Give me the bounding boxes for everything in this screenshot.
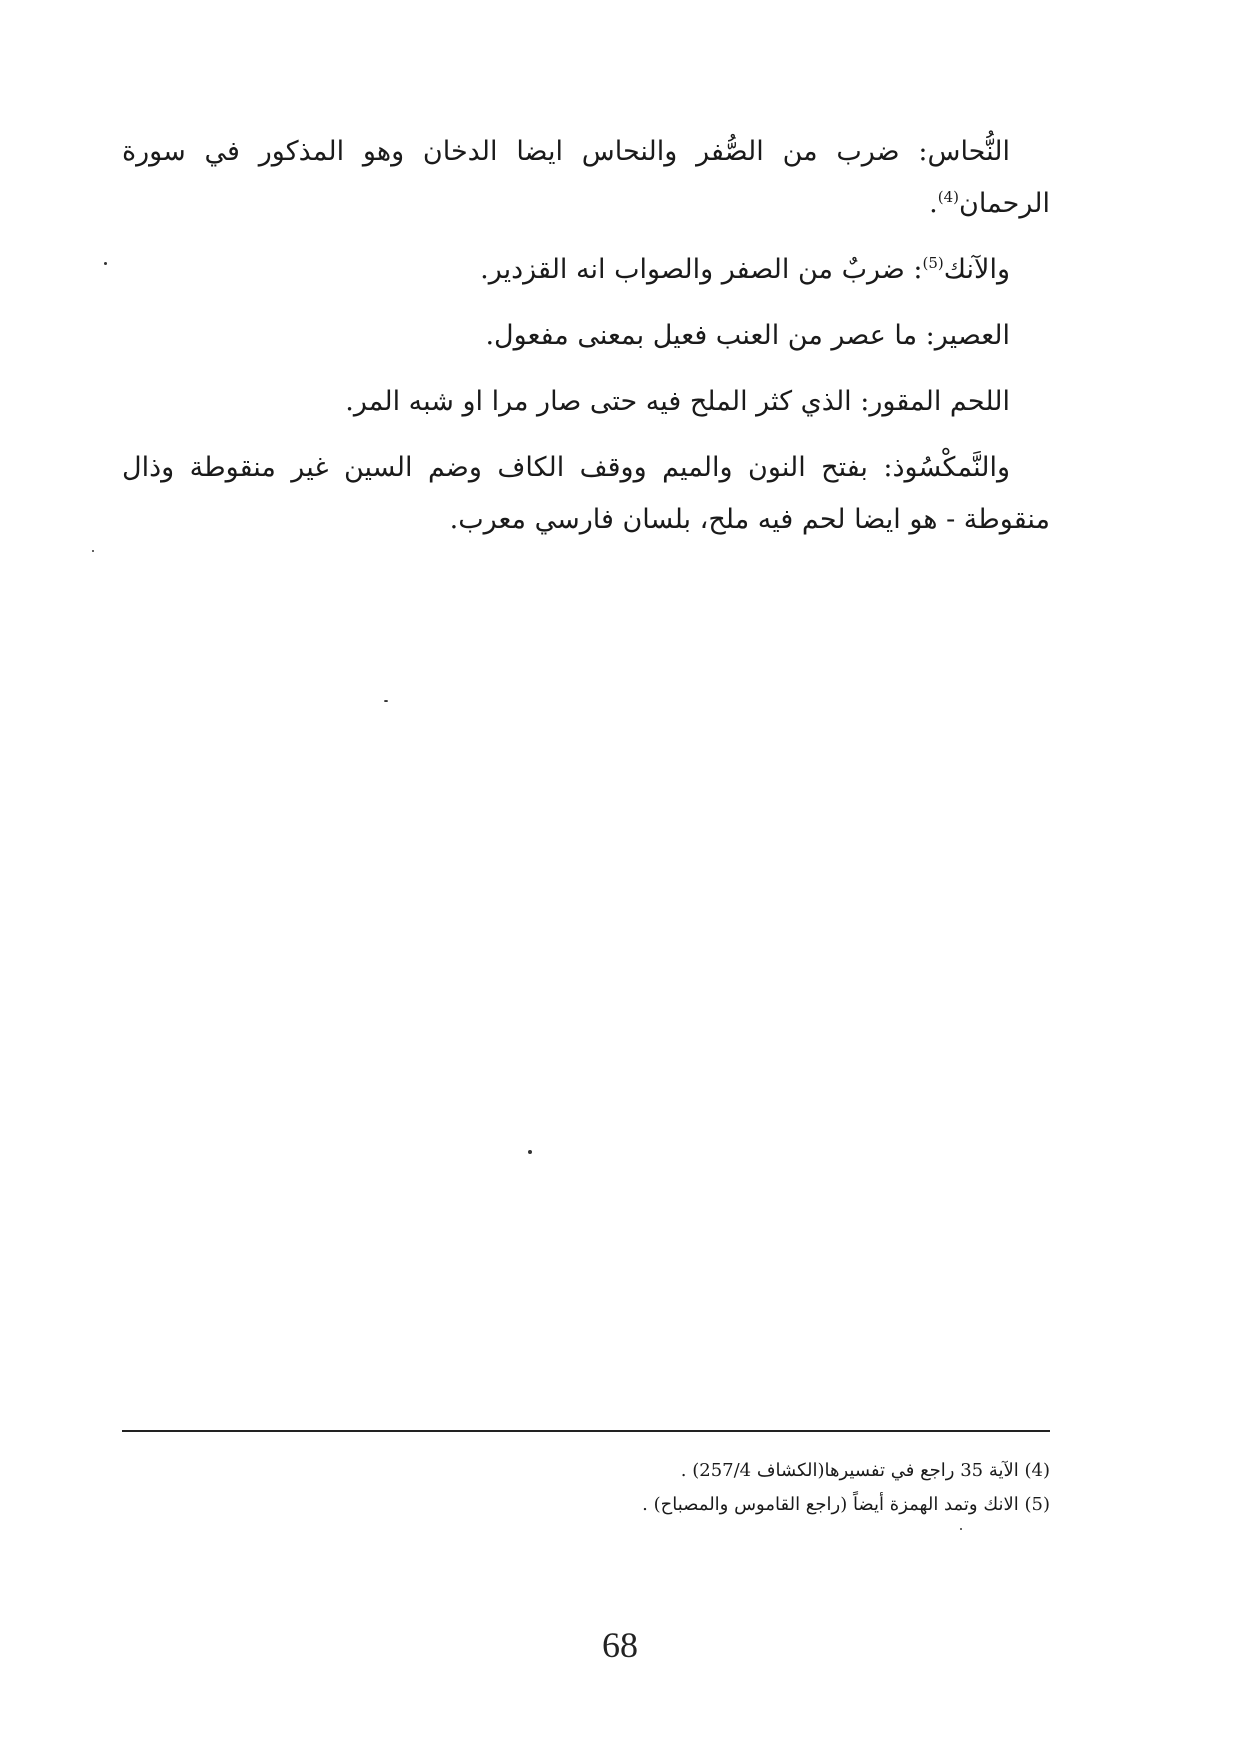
scan-speck — [384, 700, 388, 702]
entry-anuk — [122, 244, 1050, 296]
page-number: 68 — [602, 1625, 638, 1665]
main-text — [122, 126, 1050, 560]
scan-speck — [92, 550, 94, 552]
entry-lahm-muqawwar — [122, 376, 1050, 428]
scan-speck — [528, 1150, 532, 1154]
footnote-ref: (4) — [937, 188, 960, 206]
footnote-separator — [122, 1430, 1050, 1432]
scan-speck — [104, 262, 107, 265]
entry-nuhas — [122, 126, 1050, 230]
footnotes — [122, 1454, 1050, 1522]
entry-namaksudh — [122, 442, 1050, 546]
entry-definition: : ضرب من الصُّفر والنحاس ايضا الدخان وهو المذكور في سورة الرحمان — [122, 136, 1050, 219]
entry-term: والآنك — [943, 254, 1010, 285]
entry-definition: : الذي كثر الملح فيه حتى صار مرا او شبه المر. — [345, 386, 870, 417]
entry-definition: : ما عصر من العنب فعيل بمعنى مفعول. — [485, 320, 935, 351]
footnote-4: (4) الآية 35 راجع في تفسيرها(الكشاف 257/4) . — [680, 1460, 1050, 1481]
scan-speck — [960, 1528, 962, 1530]
entry-term: اللحم المقور — [869, 386, 1010, 417]
entry-asir — [122, 310, 1050, 362]
entry-tail: . — [929, 188, 938, 219]
footnote-5: (5) الانك وتمد الهمزة أيضاً (راجع القاموس والمصباح) . — [642, 1494, 1050, 1515]
footnote-ref: (5) — [922, 254, 944, 272]
entry-term: والنَّمكْسُوذ — [892, 452, 1010, 483]
entry-definition: : ضربٌ من الصفر والصواب انه القزدير. — [480, 254, 923, 285]
entry-definition: : بفتح النون والميم ووقف الكاف وضم السين غير منقوطة وذال منقوطة - هو ايضا لحم فيه ملح، بلسان فارسي معرب. — [122, 452, 1050, 535]
entry-term: العصير — [934, 320, 1010, 351]
entry-term: النُّحاس — [927, 136, 1010, 167]
